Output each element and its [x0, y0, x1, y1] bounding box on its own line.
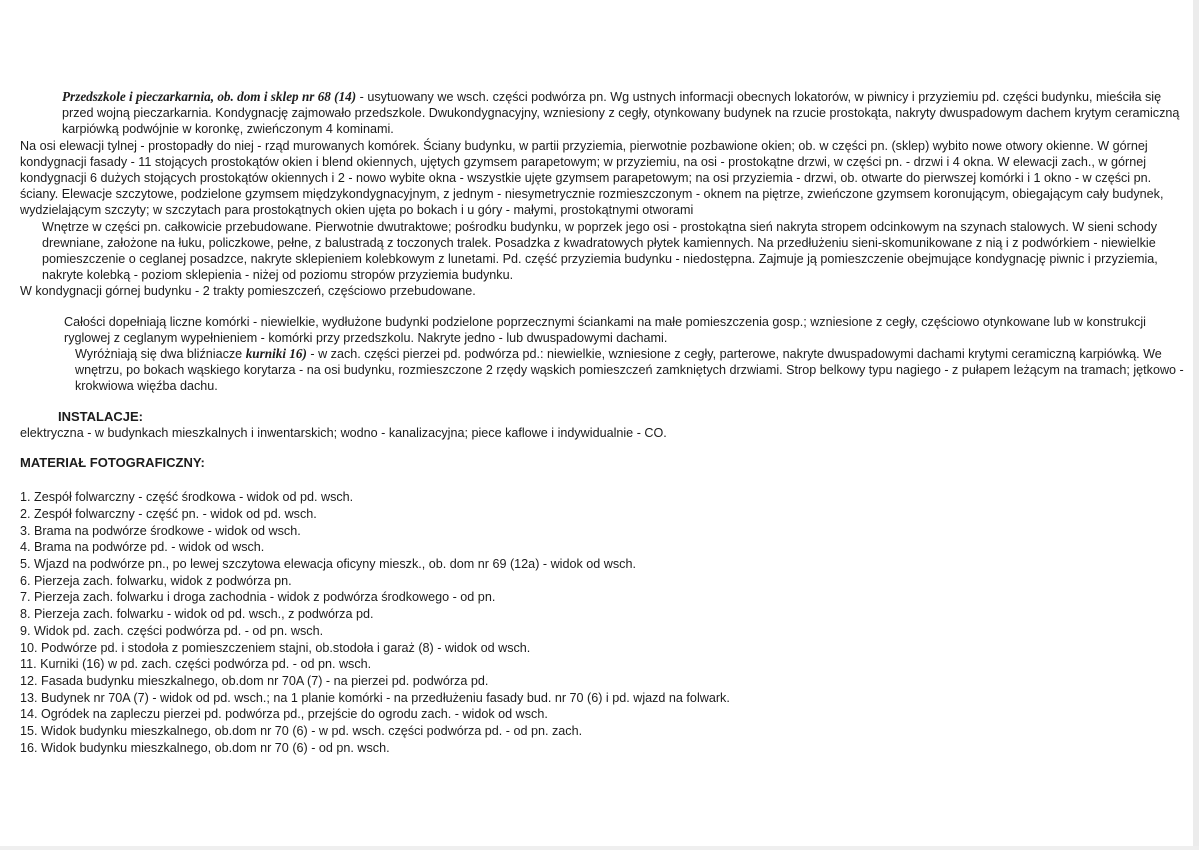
installations-text: elektryczna - w budynkach mieszkalnych i inwentarskich; wodno - kanalizacyjna; piece kaflowe i indywidualnie - CO.: [20, 425, 667, 440]
photo-list-item: 3. Brama na podwórze środkowe - widok od wsch.: [20, 523, 301, 538]
photo-list-item: 15. Widok budynku mieszkalnego, ob.dom nr 70 (6) - w pd. wsch. części podwórza pd. - od pn. zach.: [20, 724, 583, 739]
photo-list-item: 11. Kurniki (16) w pd. zach. części podwórza pd. - od pn. wsch.: [20, 657, 372, 672]
section2-para2-start: Wyróżniają się dwa bliźniacze: [75, 347, 246, 362]
section1-para1: [20, 89, 1185, 138]
section1-para1-text: - usytuowany we wsch. części podwórza pn. Wg ustnych informacji obecnych lokatorów, w piwnicy i przyziemiu pd. części budynku, mieściła się przed wojną pieczarkarnia. Kondygnację zajmowało przedszkole. Dwukondygnacyjny, wzniesiony z cegły, otynkowany budynek na rzucie prostokąta, nakryty dwuspadowym dachem krytym ceramiczną karpiówką podwójnie w koronkę, zwieńczonym 4 kominami.: [62, 90, 1180, 137]
section1-para3: Wnętrze w części pn. całkowicie przebudowane. Pierwotnie dwutraktowe; pośrodku budynku, w poprzek jego osi - prostokątna sień nakryta stropem odcinkowym na szynach stalowych. W sieni schody drewniane, założone na łuku, policzkowe, pełne, z balustradą z toczonych tralek. Posadzka z kwadratowych płytek kamiennych. Na przedłużeniu sieni-skomunikowane z nią i z podwórkiem - niewielkie pomieszczenie o ceglanej posadzce, nakryte sklepieniem kolebkowym z lunetami. Pd. część przyziemia budynku - niedostępna. Zajmuje ją pomieszczenie obejmujące kondygnację piwnic i przyziemia, nakryte kolebką - poziom sklepienia - niżej od poziomu stropów przyziemia budynku.: [42, 219, 1158, 283]
section2-para2-rest: - w zach. części pierzei pd. podwórza pd.: niewielkie, wzniesione z cegły, parterowe, nakryte dwuspadowymi dachami krytymi ceramiczną karpiówką. We wnętrzu, po bokach wąskiego korytarza - na osi budynku, rozmieszczone 2 rzędy wąskich pomieszczeń zamkniętych drzwiami. Strop belkowy typu nagiego - z pułapem leżącym na tramach; jętkowo - krokwiowa więźba dachu.: [75, 347, 1184, 394]
building-title: Przedszkole i pieczarkarnia, ob. dom i sklep nr 68 (14): [62, 89, 357, 104]
photos-heading: MATERIAŁ FOTOGRAFICZNY:: [20, 455, 205, 471]
photo-list-item: 1. Zespół folwarczny - część środkowa - widok od pd. wsch.: [20, 490, 354, 505]
photo-list-item: 12. Fasada budynku mieszkalnego, ob.dom nr 70A (7) - na pierzei pd. podwórza pd.: [20, 674, 489, 688]
scan-edge-bottom: [0, 846, 1199, 850]
scan-edge-right: [1193, 0, 1199, 850]
section2-para1: Całości dopełniają liczne komórki - niewielkie, wydłużone budynki podzielone poprzecznymi ściankami na małe pomieszczenia gosp.; wzniesione z cegły, częściowo otynkowane lub w konstrukcji ryglowej z ceglanym wypełnieniem - komórki przy przedszkolu. Nakryte jedno - lub dwuspadowymi dachami.: [64, 314, 1146, 345]
photo-list-item: 13. Budynek nr 70A (7) - widok od pd. wsch.; na 1 planie komórki - na przedłużeniu fasady bud. nr 70 (6) i pd. wjazd na folwark.: [20, 690, 730, 705]
photo-list-item: 9. Widok pd. zach. części podwórza pd. - od pn. wsch.: [20, 623, 324, 638]
photo-list: [20, 489, 1185, 756]
photo-list-item: 16. Widok budynku mieszkalnego, ob.dom nr 70 (6) - od pn. wsch.: [20, 740, 390, 755]
photo-list-item: 7. Pierzeja zach. folwarku i droga zachodnia - widok z podwórza środkowego - od pn.: [20, 590, 496, 605]
photo-list-item: 5. Wjazd na podwórze pn., po lewej szczytowa elewacja oficyny mieszk., ob. dom nr 69 (12a) - widok od wsch.: [20, 557, 636, 572]
section1-para2: Na osi elewacji tylnej - prostopadły do niej - rząd murowanych komórek. Ściany budynku, w partii przyziemia, pierwotnie pozbawione okien; ob. w części pn. (sklep) wybito nowe otwory okienne. W górnej kondygnacji fasady - 11 stojących prostokątów okien i blend okiennych, ujętych gzymsem parapetowym; w przyziemiu, na osi - prostokątne drzwi, w części pn. - drzwi i 4 okna. W elewacji zach., w górnej kondygnacji 6 dużych stojących prostokątów okiennych i 2 - nowo wybite okna - wszystkie ujęte gzymsem parapetowym; na osi przyziemia - drzwi, ob. otwarte do pierwszej komórki i 1 okno - w części pn. ściany. Elewacje szczytowe, podzielone gzymsem międzykondygnacyjnym, z jednym - niesymetrycznie rozmieszczonym - oknem na piętrze, zwieńczone gzymsem koronującym, obiegającym cały budynek, wydzielającym szczyty; w szczytach para prostokątnych okien ujęta po bokach i u góry - małymi, prostokątnymi otworami: [20, 138, 1164, 218]
photo-list-item: 6. Pierzeja zach. folwarku, widok z podwórza pn.: [20, 573, 292, 588]
photo-list-item: 10. Podwórze pd. i stodoła z pomieszczeniem stajni, ob.stodoła i garaż (8) - widok od wsch.: [20, 640, 531, 655]
photo-list-item: 4. Brama na podwórze pd. - widok od wsch.: [20, 540, 265, 555]
document-page: [20, 89, 1185, 757]
photo-list-item: 2. Zespół folwarczny - część pn. - widok od pd. wsch.: [20, 506, 317, 521]
photo-list-item: 8. Pierzeja zach. folwarku - widok od pd. wsch., z podwórza pd.: [20, 607, 374, 622]
section2-para2: [20, 346, 1185, 395]
photo-list-item: 14. Ogródek na zapleczu pierzei pd. podwórza pd., przejście do ogrodu zach. - widok od wsch.: [20, 707, 548, 722]
section1-para4: W kondygnacji górnej budynku - 2 trakty pomieszczeń, częściowo przebudowane.: [20, 284, 476, 299]
kurniki-ref: kurniki 16): [245, 346, 307, 362]
installations-heading: INSTALACJE:: [58, 408, 143, 424]
